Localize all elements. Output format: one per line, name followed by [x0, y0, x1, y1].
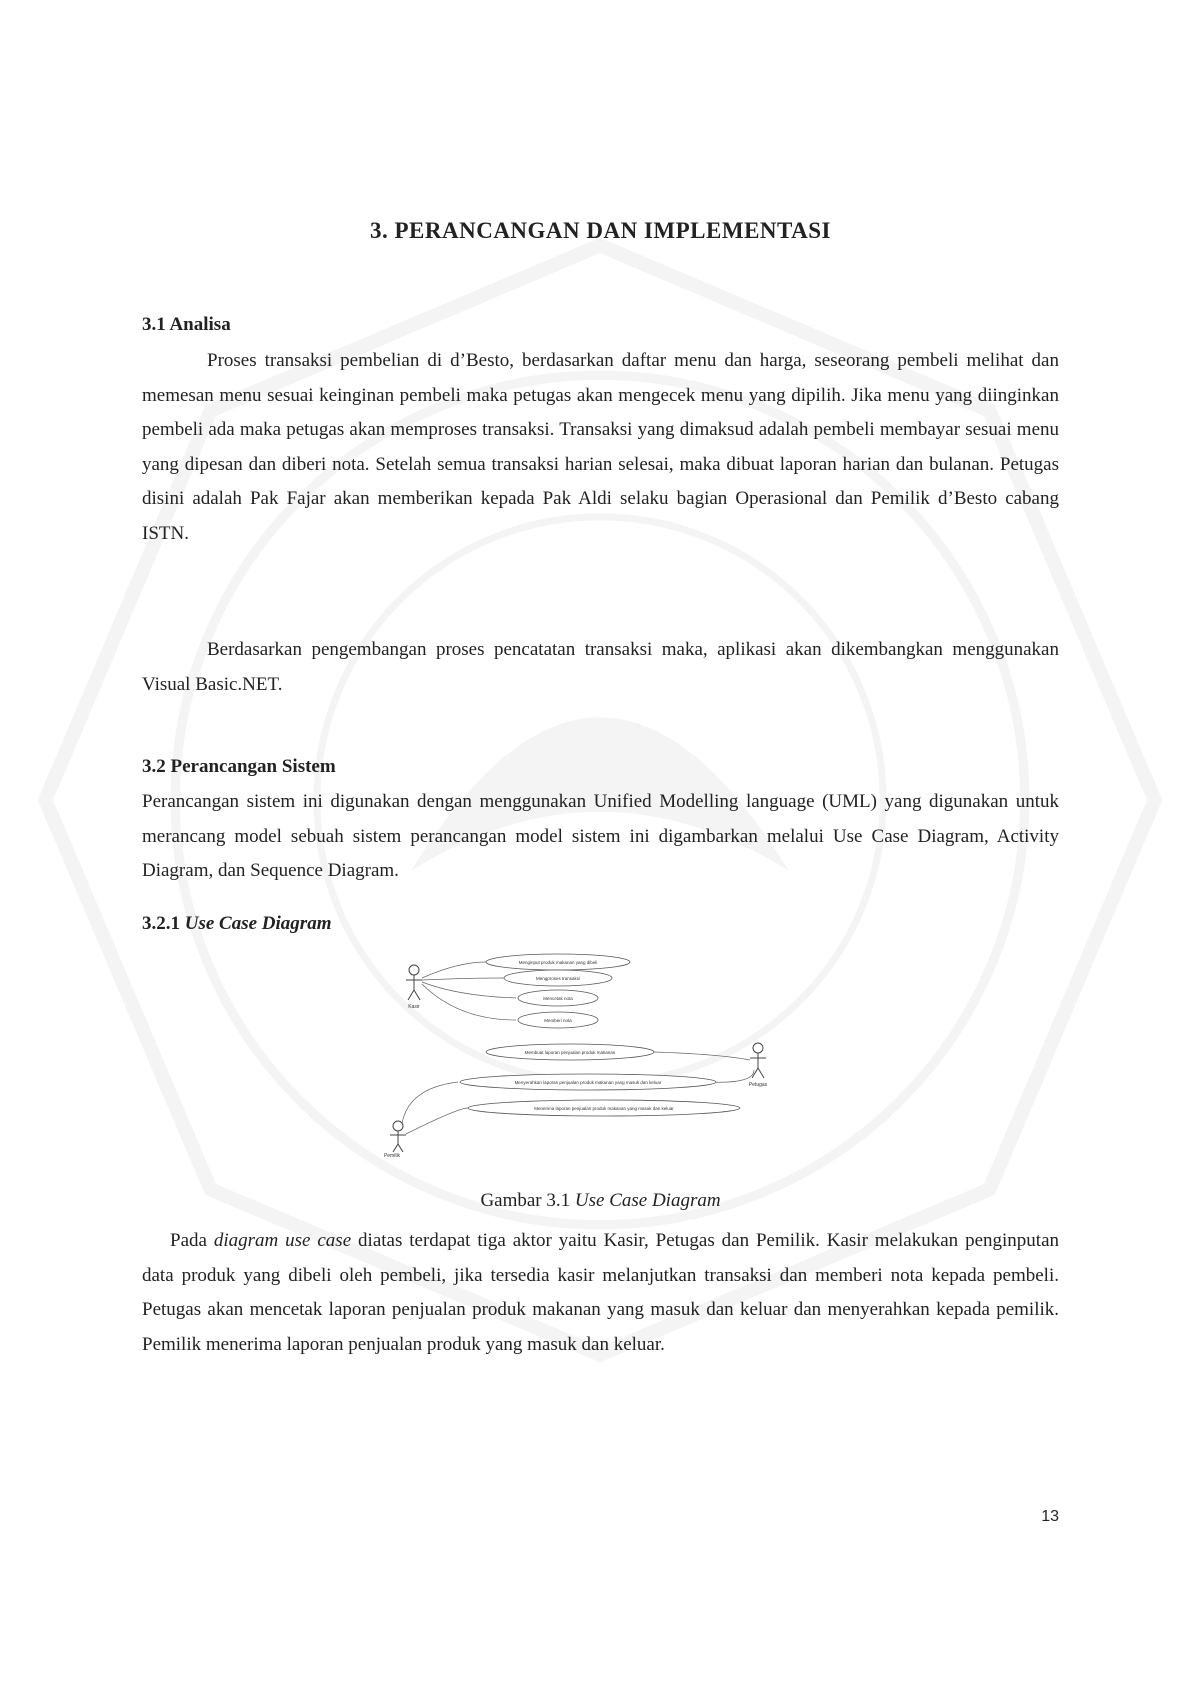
- description-italic: diagram use case: [213, 1230, 352, 1251]
- description-before: Pada: [170, 1230, 214, 1251]
- section-heading-analisa: 3.1 Analisa: [142, 314, 231, 335]
- use-case-heading-title: Use Case Diagram: [184, 913, 332, 934]
- use-case-6: Menyerahkan laporan penjualan produk makanan yang masuk dan keluar: [514, 1080, 662, 1085]
- section-heading-perancangan: 3.2 Perancangan Sistem: [142, 756, 336, 777]
- use-case-5: Membuat laporan penjualan produk makanan: [524, 1050, 616, 1055]
- use-case-1: Menginput produk makanan yang dibeli: [518, 960, 598, 965]
- actor-label-petugas: Petugas: [748, 1082, 768, 1088]
- perancangan-paragraph: Perancangan sistem ini digunakan dengan menggunakan Unified Modelling language (UML) yang digunakan untuk merancang model sebuah sistem perancangan model sistem ini digambarkan melalui Use Case Diagram, Activity Diagram, dan Sequence Diagram.: [142, 791, 1059, 881]
- caption-prefix: Gambar 3.1: [480, 1190, 575, 1211]
- actor-label-pemilik: Pemilik: [383, 1153, 401, 1158]
- use-case-heading-number: 3.2.1: [142, 913, 180, 934]
- use-case-7: Menerima laporan penjualan produk makanan yang masuk dan keluar: [534, 1106, 674, 1111]
- actor-petugas: [750, 1043, 766, 1078]
- section-heading-use-case: [142, 913, 331, 935]
- use-case-diagram: [378, 948, 778, 1158]
- description-after: diatas terdapat tiga aktor yaitu Kasir, Petugas dan Pemilik. Kasir melakukan penginputan data produk yang dibeli oleh pembeli, jika tersedia kasir melanjutkan transaksi dan memberi nota kepada pembeli. Petugas akan mencetak laporan penjualan produk makanan yang masuk dan keluar dan menyerahkan kepada pemilik. Pemilik menerima laporan penjualan produk yang masuk dan keluar.: [142, 1230, 1059, 1355]
- use-case-description: [142, 1224, 1059, 1362]
- use-case-2: Mengproses transaksi: [535, 976, 581, 981]
- actor-kasir: [406, 965, 422, 1000]
- actor-pemilik: [390, 1121, 406, 1152]
- actor-label-kasir: Kasir: [408, 1004, 420, 1010]
- use-case-3: Mencetak nota: [543, 996, 573, 1001]
- chapter-title: 3. PERANCANGAN DAN IMPLEMENTASI: [369, 218, 832, 243]
- analisa-paragraph-1: Proses transaksi pembelian di d’Besto, berdasarkan daftar menu dan harga, seseorang pembeli melihat dan memesan menu sesuai keinginan pembeli maka petugas akan mengecek menu yang dipilih. Jika menu yang diinginkan pembeli ada maka petugas akan memproses transaksi. Transaksi yang dimaksud adalah pembeli membayar sesuai menu yang dipesan dan diberi nota. Setelah semua transaksi harian selesai, maka dibuat laporan harian dan bulanan. Petugas disini adalah Pak Fajar akan memberikan kepada Pak Aldi selaku bagian Operasional dan Pemilik d’Besto cabang ISTN.: [142, 350, 1059, 544]
- use-case-4: Memberi nota: [544, 1018, 572, 1023]
- analisa-paragraph-2: Berdasarkan pengembangan proses pencatatan transaksi maka, aplikasi akan dikembangkan menggunakan Visual Basic.NET.: [142, 639, 1059, 695]
- figure-caption: [142, 1190, 1059, 1212]
- caption-italic: Use Case Diagram: [574, 1190, 721, 1211]
- page-number: 13: [1041, 1508, 1059, 1525]
